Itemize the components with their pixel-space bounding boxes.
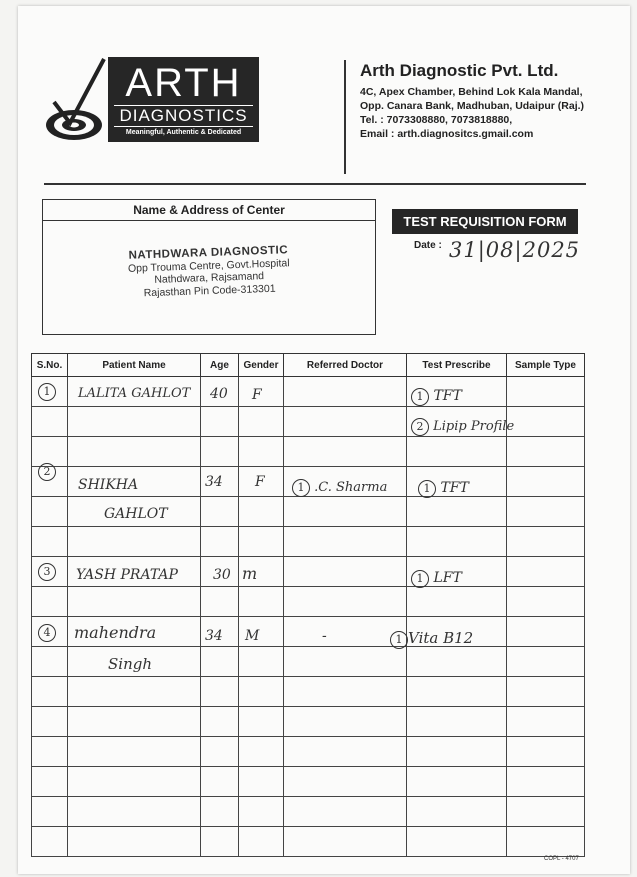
table-row [32,527,585,557]
entry-4-name-line1: mahendra [74,623,157,642]
entry-1-test-1: 1 TFT [411,388,462,406]
table-row [32,767,585,797]
entry-2-doctor: 1 .C. Sharma [292,479,387,497]
table-row [32,677,585,707]
company-phone: Tel. : 7073308880, 7073818880, [360,114,513,126]
entry-3-test: 1 LFT [411,570,462,588]
col-header-patient-name: Patient Name [68,354,201,377]
center-stamp [42,241,376,303]
entry-4-sno: 4 [38,624,56,642]
entry-4-gender: M [245,628,260,644]
center-address-line: Rajasthan Pin Code-313301 [143,282,276,299]
company-info [360,60,600,141]
logo-name: ARTH [125,61,242,105]
entry-2-age: 34 [205,474,223,490]
center-heading: Name & Address of Center [43,200,375,221]
entry-1-name: LALITA GAHLOT [78,386,191,401]
header-divider [344,60,346,174]
company-address: 4C, Apex Chamber, Behind Lok Kala Mandal, Opp. Canara Bank, Madhuban, Udaipur (Raj.) [360,86,585,112]
center-address-line: Opp Trouma Centre, Govt.Hospital [127,256,290,275]
center-address-box [42,199,376,335]
table-header-row [32,354,585,377]
target-check-icon [44,57,114,142]
entry-3-gender: m [242,564,258,583]
company-name: Arth Diagnostic Pvt. Ltd. [360,61,559,80]
date-value[interactable]: 31|08|2025 [449,238,581,262]
entry-2-test: 1 TFT [418,480,469,498]
col-header-sno: S.No. [32,354,68,377]
table-row [32,437,585,467]
logo-wordmark [108,57,259,142]
entry-2-name-line2: GAHLOT [104,506,168,522]
entry-1-age: 40 [210,386,228,402]
entry-4-name-line2: Singh [108,655,152,673]
form-title: TEST REQUISITION FORM [392,209,578,234]
col-header-sample-type: Sample Type [507,354,585,377]
center-name: NATHDWARA DIAGNOSTIC [128,244,289,262]
logo-tagline: Meaningful, Authentic & Dedicated [125,129,242,136]
table-row [32,707,585,737]
entry-3-name: YASH PRATAP [76,567,178,583]
header-rule [44,183,586,185]
date-label: Date : [414,240,442,251]
table-row [32,737,585,767]
table-row [32,587,585,617]
col-header-test-prescribe: Test Prescribe [407,354,507,377]
entry-1-gender: F [252,387,262,403]
entry-1-test-2: 2 Lipip Profile [411,418,514,436]
col-header-gender: Gender [239,354,284,377]
entry-4-test: 1 Vita B12 [390,630,473,649]
table-row [32,797,585,827]
logo-subtitle: DIAGNOSTICS [114,105,253,127]
entry-3-sno: 3 [38,563,56,581]
company-logo [44,57,259,142]
company-email: Email : arth.diagnositcs.gmail.com [360,128,534,140]
entry-2-name-line1: SHIKHA [78,477,139,493]
entry-4-age: 34 [205,628,223,644]
entry-1-sno: 1 [38,383,56,401]
form-code: COPL - 4707 [544,856,579,862]
entry-4-doctor: - [322,628,327,644]
center-address-line: Nathdwara, Rajsamand [154,270,265,286]
table-row [32,827,585,857]
entry-2-gender: F [255,474,265,490]
col-header-referred-doctor: Referred Doctor [284,354,407,377]
entry-3-age: 30 [213,567,231,583]
entry-2-sno: 2 [38,463,56,481]
col-header-age: Age [201,354,239,377]
